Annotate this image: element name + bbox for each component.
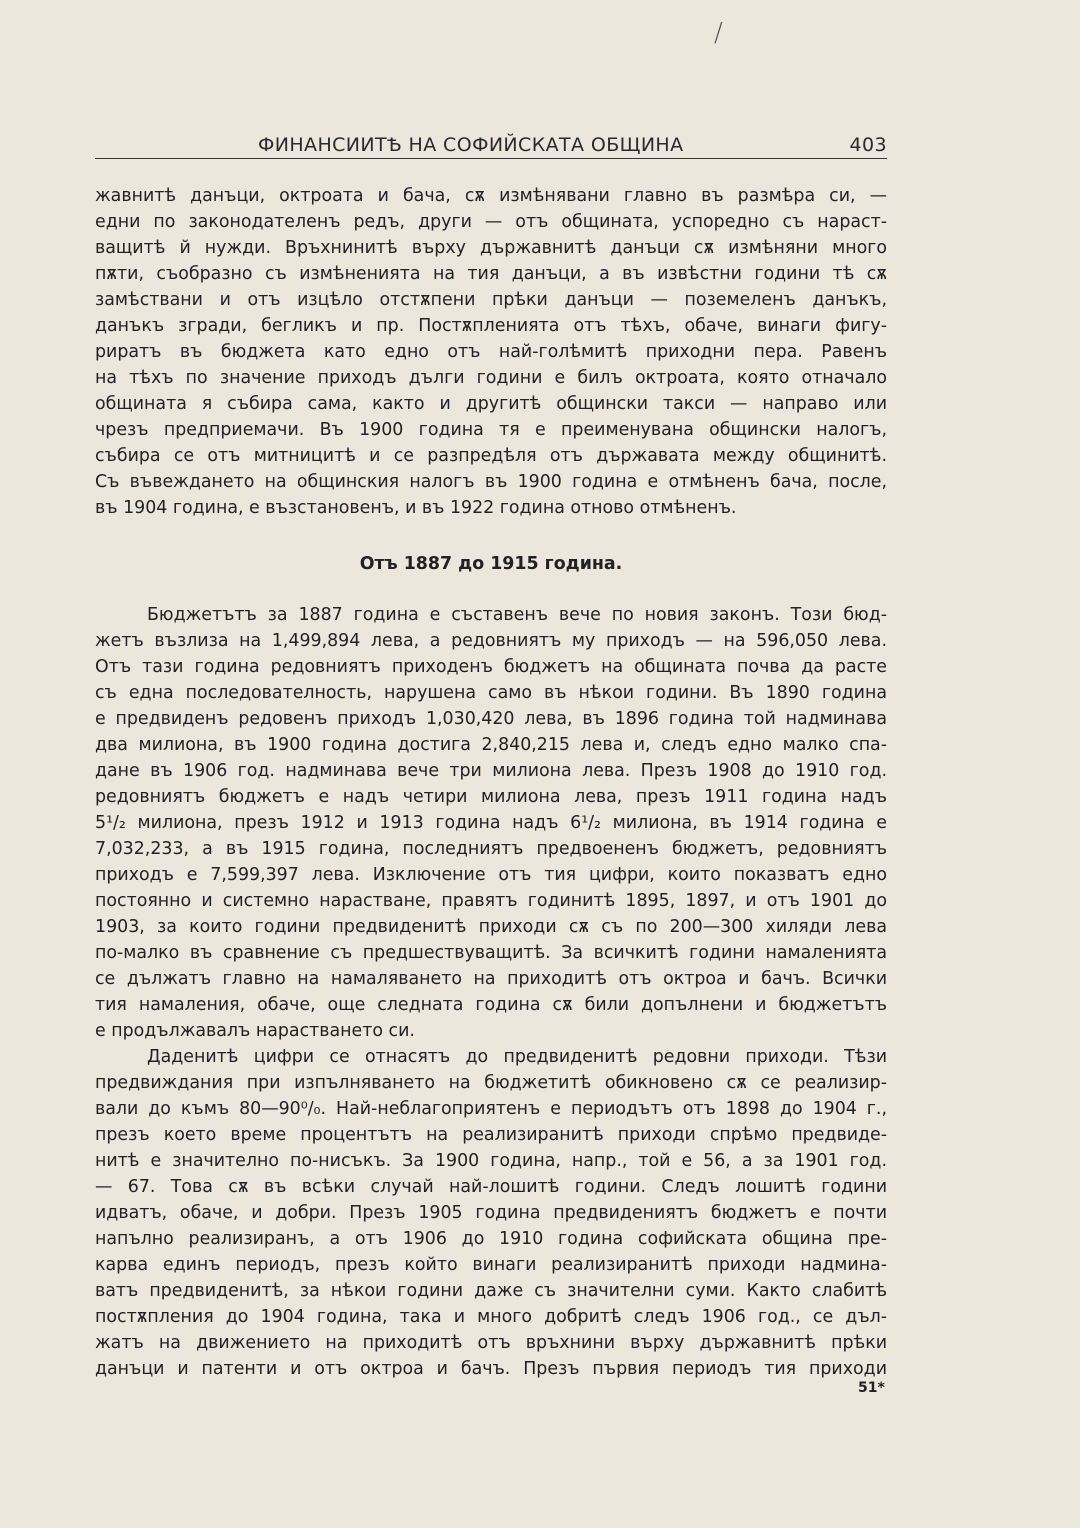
text-line: Даденитѣ цифри се отнасятъ до предвиденитѣ редовни приходи. Тѣзи [147,1047,887,1067]
text-line: редовниятъ бюджетъ е надъ четири милиона лева, презъ 1911 година надъ [95,787,887,807]
section-heading: Отъ 1887 до 1915 година. [359,554,623,574]
text-line: общината я събира сама, както и другитѣ общински такси — направо или [95,394,887,414]
text-line: Отъ тази година редовниятъ приходенъ бюджетъ на общината почва да расте [95,657,887,677]
text-line: 1903, за които години предвиденитѣ приходи сѫ съ по 200—300 хиляди лева [95,917,887,937]
header-rule [95,158,887,159]
text-line: замѣствани и отъ изцѣло отстѫпени прѣки данъци — поземеленъ данъкъ, [95,290,887,310]
page-number: 403 [849,134,887,156]
text-line: чрезъ предприемачи. Въ 1900 година тя е преименувана общински налогъ, [95,420,887,440]
text-line: — 67. Това сѫ въ всѣки случай най-лошитѣ години. Следъ лошитѣ години [95,1177,887,1197]
text-line: едни по законодателенъ редъ, други — отъ общината, успоредно съ нараст- [95,212,887,232]
text-line: два милиона, въ 1900 година достига 2,840,215 лева и, следъ едно малко спа- [95,735,887,755]
text-line: предвиждания при изпълняването на бюджетитѣ обикновено сѫ се реализир- [95,1073,887,1093]
text-line: е предвиденъ редовенъ приходъ 1,030,420 лева, въ 1896 година той надминава [95,709,887,729]
text-line: се дължатъ главно на намаляването на приходитѣ отъ октроа и бачъ. Всички [95,969,887,989]
text-line: карва единъ периодъ, презъ който винаги реализиранитѣ приходи надмина- [95,1255,887,1275]
text-line: събира се отъ митницитѣ и се разпредѣля отъ държавата между общинитѣ. [95,446,887,466]
text-line: данъци и патенти и отъ октроа и бачъ. Презъ първия периодъ тия приходи [95,1359,887,1379]
text-line: Съ въвеждането на общинския налогъ въ 1900 година е отмѣненъ бача, после, [95,472,887,492]
text-line: жатъ на движението на приходитѣ отъ връхнини върху държавнитѣ прѣки [95,1333,887,1353]
text-line: вали до къмъ 80—90⁰/₀. Най-неблагоприятенъ е периодътъ отъ 1898 до 1904 г., [95,1099,887,1119]
text-line: идватъ, обаче, и добри. Презъ 1905 година предвидениятъ бюджетъ е почти [95,1203,887,1223]
text-line: 7,032,233, а въ 1915 година, последниятъ предвоененъ бюджетъ, редовниятъ [95,839,887,859]
text-line: тия намаления, обаче, още следната година сѫ били допълнени и бюджетътъ [95,995,887,1015]
text-line: Бюджетътъ за 1887 година е съставенъ вече по новия законъ. Този бюд- [147,605,887,625]
text-line: напълно реализиранъ, а отъ 1906 до 1910 година софийската община пре- [95,1229,887,1249]
text-line: нитѣ е значително по-нисъкъ. За 1900 година, напр., той е 56, а за 1901 год. [95,1151,887,1171]
text-line: приходъ е 7,599,397 лева. Изключение отъ тия цифри, които показватъ едно [95,865,887,885]
text-line: 5¹/₂ милиона, презъ 1912 и 1913 година надъ 6¹/₂ милиона, въ 1914 година е [95,813,887,833]
text-line: жетъ възлиза на 1,499,894 лева, а редовниятъ му приходъ — на 596,050 лева. [95,631,887,651]
text-line: на тѣхъ по значение приходъ дълги години е билъ октроата, която отначало [95,368,887,388]
text-line: съ една последователность, нарушена само въ нѣкои години. Въ 1890 година [95,683,887,703]
text-line: дане въ 1906 год. надминава вече три милиона лева. Презъ 1908 до 1910 год. [95,761,887,781]
text-line: жавнитѣ данъци, октроата и бача, сѫ измѣнявани главно въ размѣра си, — [95,186,887,206]
text-line: пѫти, съобразно съ измѣненията на тия данъци, а въ извѣстни години тѣ сѫ [95,264,887,284]
text-line: постоянно и системно нарастване, правятъ годинитѣ 1895, 1897, и отъ 1901 до [95,891,887,911]
text-line: въ 1904 година, е възстановенъ, и въ 1922 година отново отмѣненъ. [95,498,737,518]
text-line: ващитѣ й нужди. Връхнинитѣ върху държавнитѣ данъци сѫ измѣняни много [95,238,887,258]
text-line: презъ което време процентътъ на реализиранитѣ приходи спрѣмо предвиде- [95,1125,887,1145]
pencil-mark: / [714,18,723,48]
text-line: постѫпления до 1904 година, така и много добритѣ следъ 1906 год., се дъл- [95,1307,887,1327]
text-line: риратъ въ бюджета като едно отъ най-голѣмитѣ приходни пера. Равенъ [95,342,887,362]
text-line: ватъ предвиденитѣ, за нѣкои години даже съ значителни суми. Както слабитѣ [95,1281,887,1301]
text-line: по-малко въ сравнение съ предшествуващитѣ. За всичкитѣ години намаленията [95,943,887,963]
text-line: е продължавалъ нарастването си. [95,1021,415,1041]
signature-mark: 51* [858,1380,885,1396]
running-title: ФИНАНСИИТѢ НА СОФИЙСКАТА ОБЩИНА [258,134,684,156]
text-line: данъкъ згради, бегликъ и пр. Постѫпленията отъ тѣхъ, обаче, винаги фигу- [95,316,887,336]
